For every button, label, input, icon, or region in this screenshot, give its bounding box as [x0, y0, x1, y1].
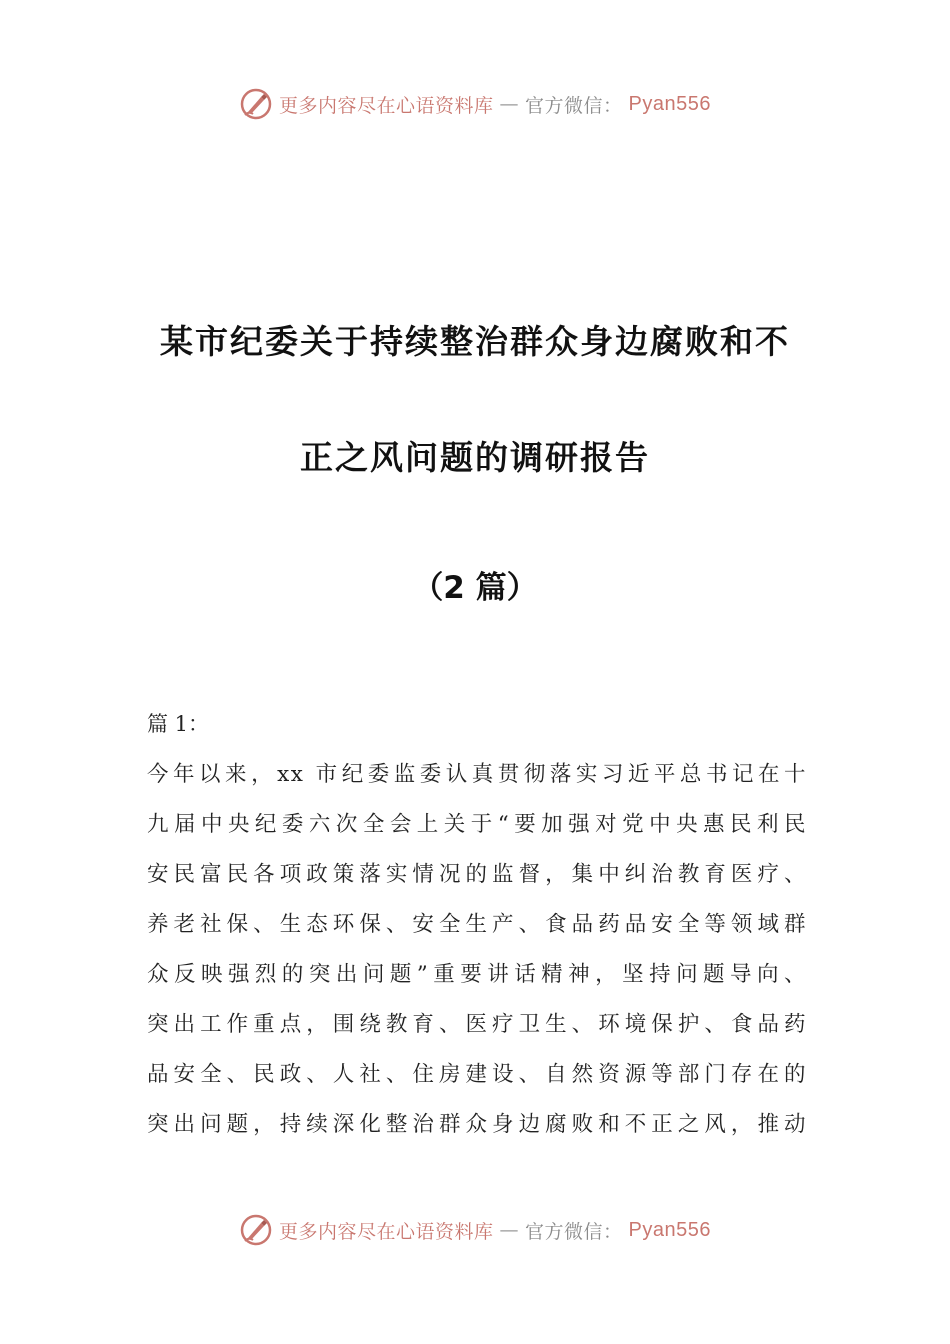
body-line: 养老社保、生态环保、安全生产、食品药品安全等领域群	[147, 912, 807, 937]
body-line: 突出问题，持续深化整治群众身边腐败和不正之风，推动	[147, 1112, 807, 1137]
body-line: 品安全、民政、人社、住房建设、自然资源等部门存在的	[147, 1062, 807, 1087]
body-line: 安民富民各项政策落实情况的监督，集中纠治教育医疗、	[147, 862, 807, 887]
banner-wechat-id: Pyan556	[628, 1218, 711, 1241]
banner-dash: —	[499, 1219, 520, 1241]
banner-dash: —	[499, 93, 520, 115]
body-line: 众反映强烈的突出问题”重要讲话精神，坚持问题导向、	[147, 962, 807, 987]
body-line: 突出工作重点，围绕教育、医疗卫生、环境保护、食品药	[147, 1012, 807, 1037]
section-label: 篇 1：	[147, 712, 210, 736]
banner-wechat-label: 官方微信：	[525, 1220, 623, 1243]
body-paragraph	[147, 755, 807, 1155]
banner-brand-text: 更多内容尽在心语资料库	[279, 1220, 494, 1243]
body-line: 九届中央纪委六次全会上关于“要加强对党中央惠民利民	[147, 812, 807, 837]
banner-wechat-label: 官方微信：	[525, 94, 623, 117]
document-subtitle: （2 篇）	[412, 570, 538, 606]
header-watermark	[0, 82, 950, 126]
banner-wechat-id: Pyan556	[628, 92, 711, 115]
document-title-line-2: 正之风问题的调研报告	[300, 438, 650, 477]
banner-brand-text: 更多内容尽在心语资料库	[279, 94, 494, 117]
body-line: 今年以来，xx 市纪委监委认真贯彻落实习近平总书记在十	[147, 762, 807, 787]
document-title-line-1: 某市纪委关于持续整治群众身边腐败和不	[160, 322, 790, 361]
footer-watermark	[0, 1208, 950, 1252]
pen-logo-icon	[239, 1213, 273, 1247]
pen-logo-icon	[239, 87, 273, 121]
